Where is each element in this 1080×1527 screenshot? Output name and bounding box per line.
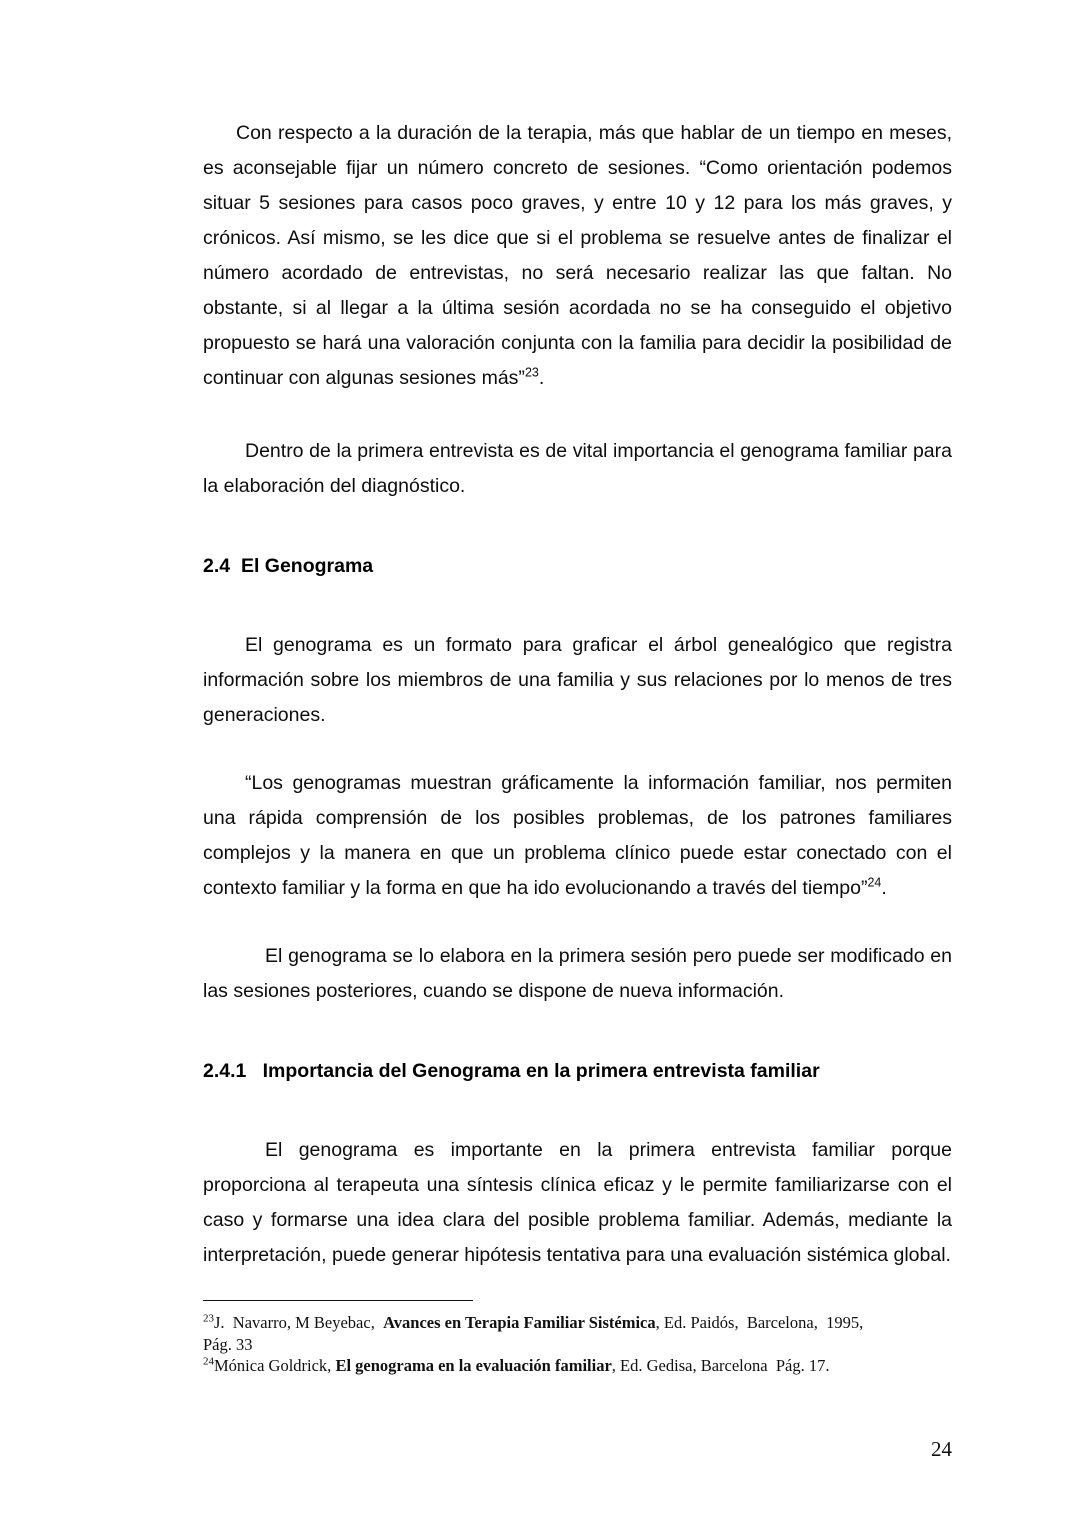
footnote-marker-23: 23 [203, 1312, 214, 1325]
heading-text: 2.4.1 Importancia del Genograma en la primera entrevista familiar [203, 1060, 820, 1082]
footnote-ref-24[interactable]: 24 [867, 875, 882, 890]
paragraph-text: El genograma es importante en la primera entrevista familiar porque proporciona al terapeuta una síntesis clínica eficaz y le permite familiarizarse con el caso y formarse una idea clara del posible problema familiar. Además, mediante la interpretación, puede generar hipótesis tentativa para una evaluación sistémica global. [203, 1139, 952, 1266]
footnote-title: Avances en Terapia Familiar Sistémica [383, 1313, 656, 1332]
footnote-section [203, 1300, 952, 1377]
footnote-page: Pág. 33 [203, 1334, 253, 1354]
spacer [203, 580, 952, 628]
page-number: 24 [931, 1437, 952, 1461]
footnote-marker-24: 24 [203, 1355, 214, 1368]
spacer [203, 906, 952, 939]
spacer [203, 1085, 952, 1133]
paragraph-elaboracion-sesion [203, 939, 952, 1009]
footnote-author: Mónica Goldrick, [214, 1356, 336, 1375]
paragraph-tail: . [538, 367, 545, 389]
page-body [203, 116, 952, 1273]
footnote-23 [203, 1312, 952, 1355]
paragraph-importancia-genograma [203, 1133, 952, 1273]
footnote-author: J. Navarro, M Beyebac, [214, 1313, 384, 1332]
paragraph-text: El genograma se lo elabora en la primera sesión pero puede ser modificado en las sesiones posteriores, cuando se dispone de nueva información. [203, 945, 952, 1002]
heading-text: 2.4 El Genograma [203, 555, 374, 577]
footnote-ref-23[interactable]: 23 [524, 365, 539, 380]
spacer [203, 733, 952, 766]
spacer [203, 396, 952, 434]
paragraph-text: El genograma es un formato para graficar el árbol genealógico que registra información sobre los miembros de una familia y sus relaciones por lo menos de tres generaciones. [203, 634, 952, 726]
paragraph-text: Con respecto a la duración de la terapia, más que hablar de un tiempo en meses, es aconsejable fijar un número concreto de sesiones. “Como orientación podemos situar 5 sesiones para casos poco graves, y entre 10 y 12 para los más graves, y crónicos. Así mismo, se les dice que si el problema se resuelve antes de finalizar el número acordado de entrevistas, no será necesario realizar las que faltan. No obstante, si al llegar a la última sesión acordada no se ha conseguido el objetivo propuesto se hará una valoración conjunta con la familia para decidir la posibilidad de continuar con algunas sesiones más” [203, 122, 952, 389]
paragraph-text: “Los genogramas muestran gráficamente la información familiar, nos permiten una rápida comprensión de los posibles problemas, de los patrones familiares complejos y la manera en que un problema clínico puede estar conectado con el contexto familiar y la forma en que ha ido evolucionando a través del tiempo” [203, 772, 952, 899]
paragraph-genograma-familiar [203, 434, 952, 504]
footnote-separator-rule [203, 1300, 473, 1301]
spacer [203, 504, 952, 552]
footnote-publication: , Ed. Paidós, Barcelona, 1995, [655, 1313, 864, 1332]
paragraph-definicion-genograma [203, 628, 952, 733]
section-heading-2-4-1 [203, 1057, 952, 1085]
spacer [203, 1009, 952, 1057]
paragraph-duracion-terapia [203, 116, 952, 396]
section-heading-2-4 [203, 552, 952, 580]
footnote-title: El genograma en la evaluación familiar [335, 1356, 612, 1375]
footnote-publication: , Ed. Gedisa, Barcelona Pág. 17. [611, 1356, 830, 1375]
paragraph-tail: . [881, 877, 887, 899]
footnote-24 [203, 1355, 952, 1377]
paragraph-text: Dentro de la primera entrevista es de vital importancia el genograma familiar para la elaboración del diagnóstico. [203, 440, 952, 497]
paragraph-cita-genogramas [203, 766, 952, 906]
